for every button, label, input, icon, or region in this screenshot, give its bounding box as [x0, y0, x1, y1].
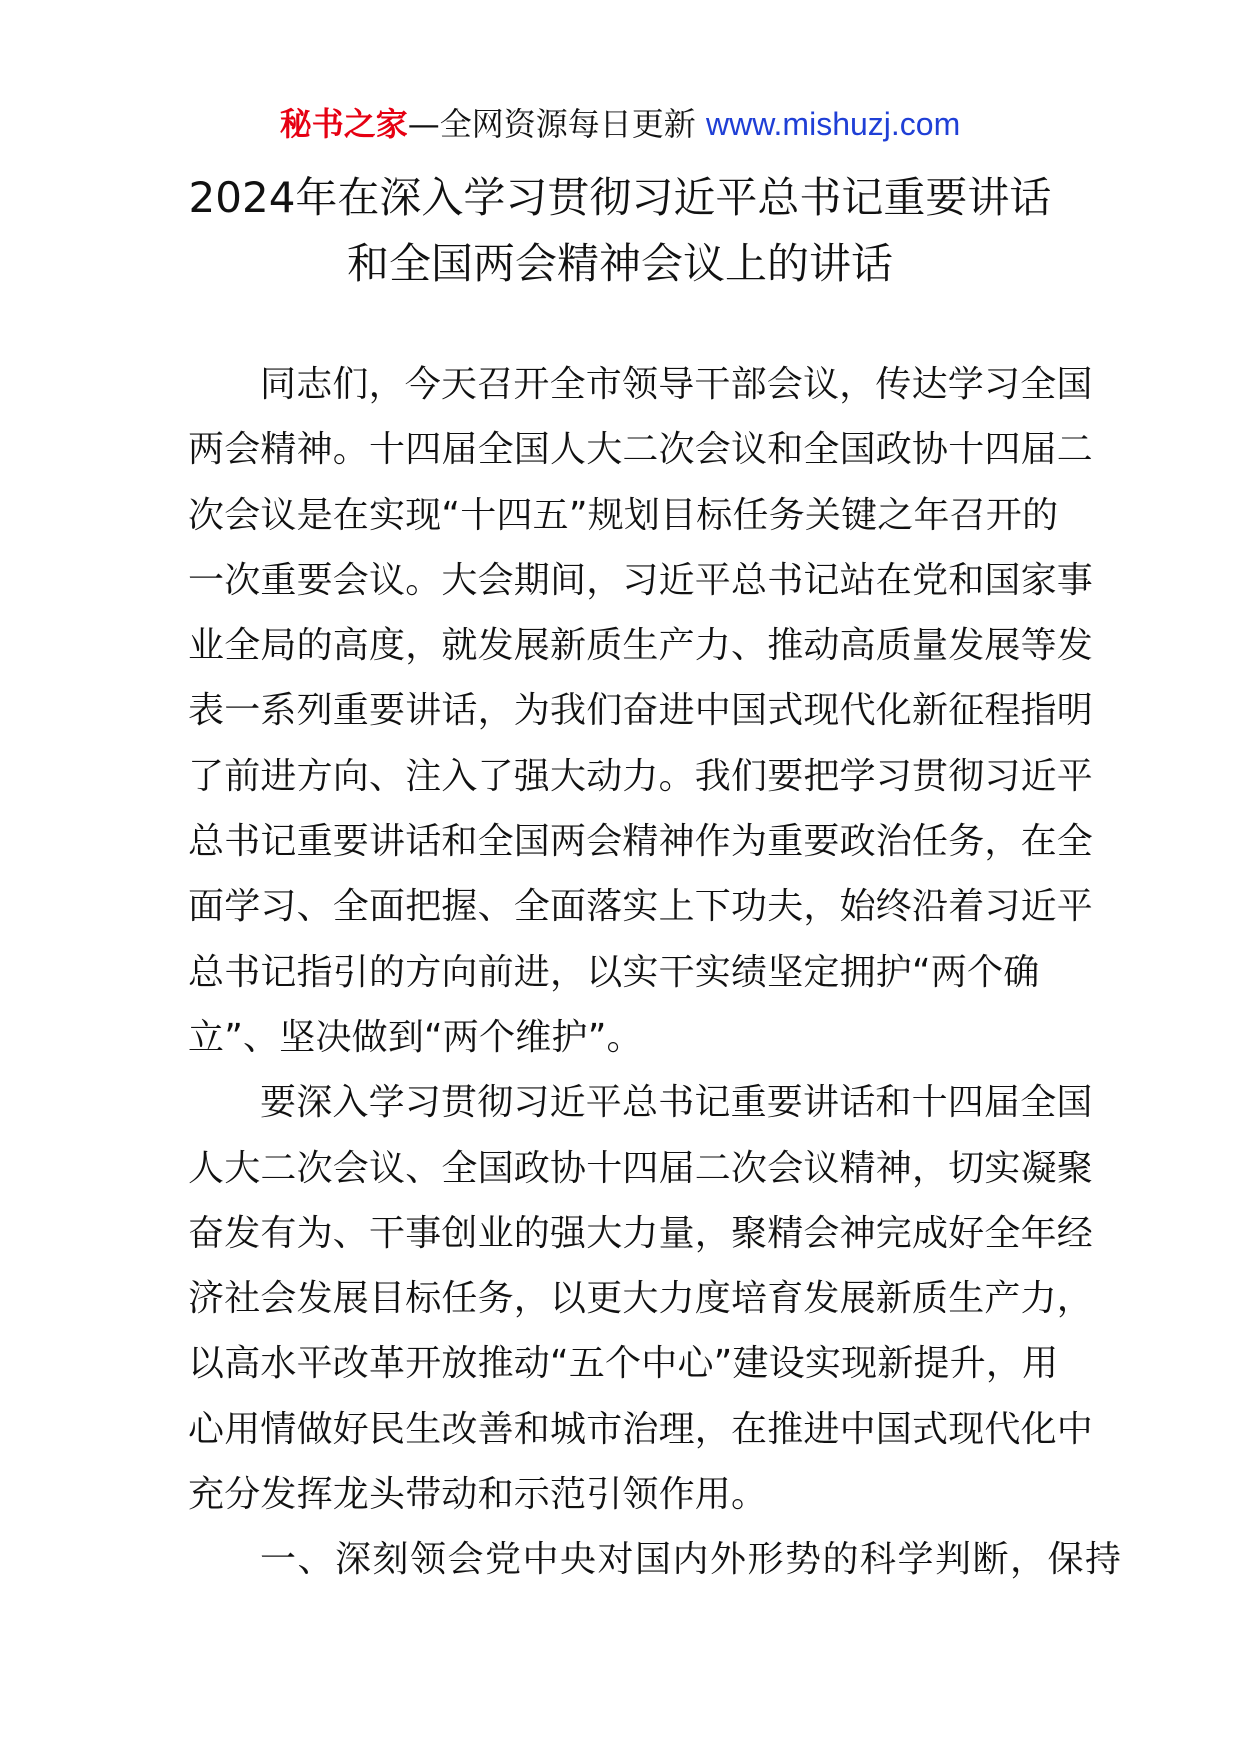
- paragraph-line: 表一系列重要讲话，为我们奋进中国式现代化新征程指明: [188, 690, 1094, 732]
- brand-name: 秘书之家: [279, 105, 408, 143]
- paragraph-line: 奋发有为、干事创业的强大力量，聚精会神完成好全年经: [188, 1212, 1094, 1254]
- document-body: [188, 352, 1123, 1593]
- site-url[interactable]: www.mishuzj.com: [705, 106, 961, 142]
- paragraph-line: 人大二次会议、全国政协十四届二次会议精神，切实凝聚: [188, 1147, 1094, 1189]
- paragraph-line: 立”、坚决做到“两个维护”。: [188, 1016, 643, 1058]
- title-line-1: 2024年在深入学习贯彻习近平总书记重要讲话: [188, 173, 1052, 222]
- document-title: [0, 165, 1240, 297]
- section-heading: 一、深刻领会党中央对国内外形势的科学判断，保持: [260, 1539, 1123, 1581]
- paragraph-line: 面学习、全面把握、全面落实上下功夫，始终沿着习近平: [188, 886, 1094, 928]
- site-header: [0, 100, 1240, 148]
- paragraph-line: 济社会发展目标任务，以更大力度培育发展新质生产力，: [188, 1278, 1094, 1320]
- paragraph-line: 要深入学习贯彻习近平总书记重要讲话和十四届全国: [260, 1082, 1093, 1124]
- title-line-2: 和全国两会精神会议上的讲话: [346, 239, 893, 288]
- paragraph-line: 充分发挥龙头带动和示范引领作用。: [188, 1474, 768, 1516]
- paragraph-line: 同志们，今天召开全市领导干部会议，传达学习全国: [260, 364, 1093, 405]
- paragraph-line: 次会议是在实现“十四五”规划目标任务关键之年召开的: [188, 494, 1059, 536]
- paragraph-line: 心用情做好民生改善和城市治理，在推进中国式现代化中: [188, 1408, 1094, 1450]
- paragraph-line: 总书记重要讲话和全国两会精神作为重要政治任务，在全: [188, 821, 1094, 863]
- paragraph-line: 了前进方向、注入了强大动力。我们要把学习贯彻习近平: [188, 755, 1094, 797]
- paragraph-line: 一次重要会议。大会期间，习近平总书记站在党和国家事: [188, 559, 1094, 601]
- paragraph-line: 总书记指引的方向前进，以实干实绩坚定拥护“两个确: [188, 951, 1040, 993]
- header-tagline: —全网资源每日更新: [407, 105, 706, 143]
- paragraph-line: 以高水平改革开放推动“五个中心”建设实现新提升，用: [188, 1343, 1059, 1385]
- paragraph-line: 两会精神。十四届全国人大二次会议和全国政协十四届二: [188, 429, 1094, 471]
- paragraph-line: 业全局的高度，就发展新质生产力、推动高质量发展等发: [188, 625, 1094, 667]
